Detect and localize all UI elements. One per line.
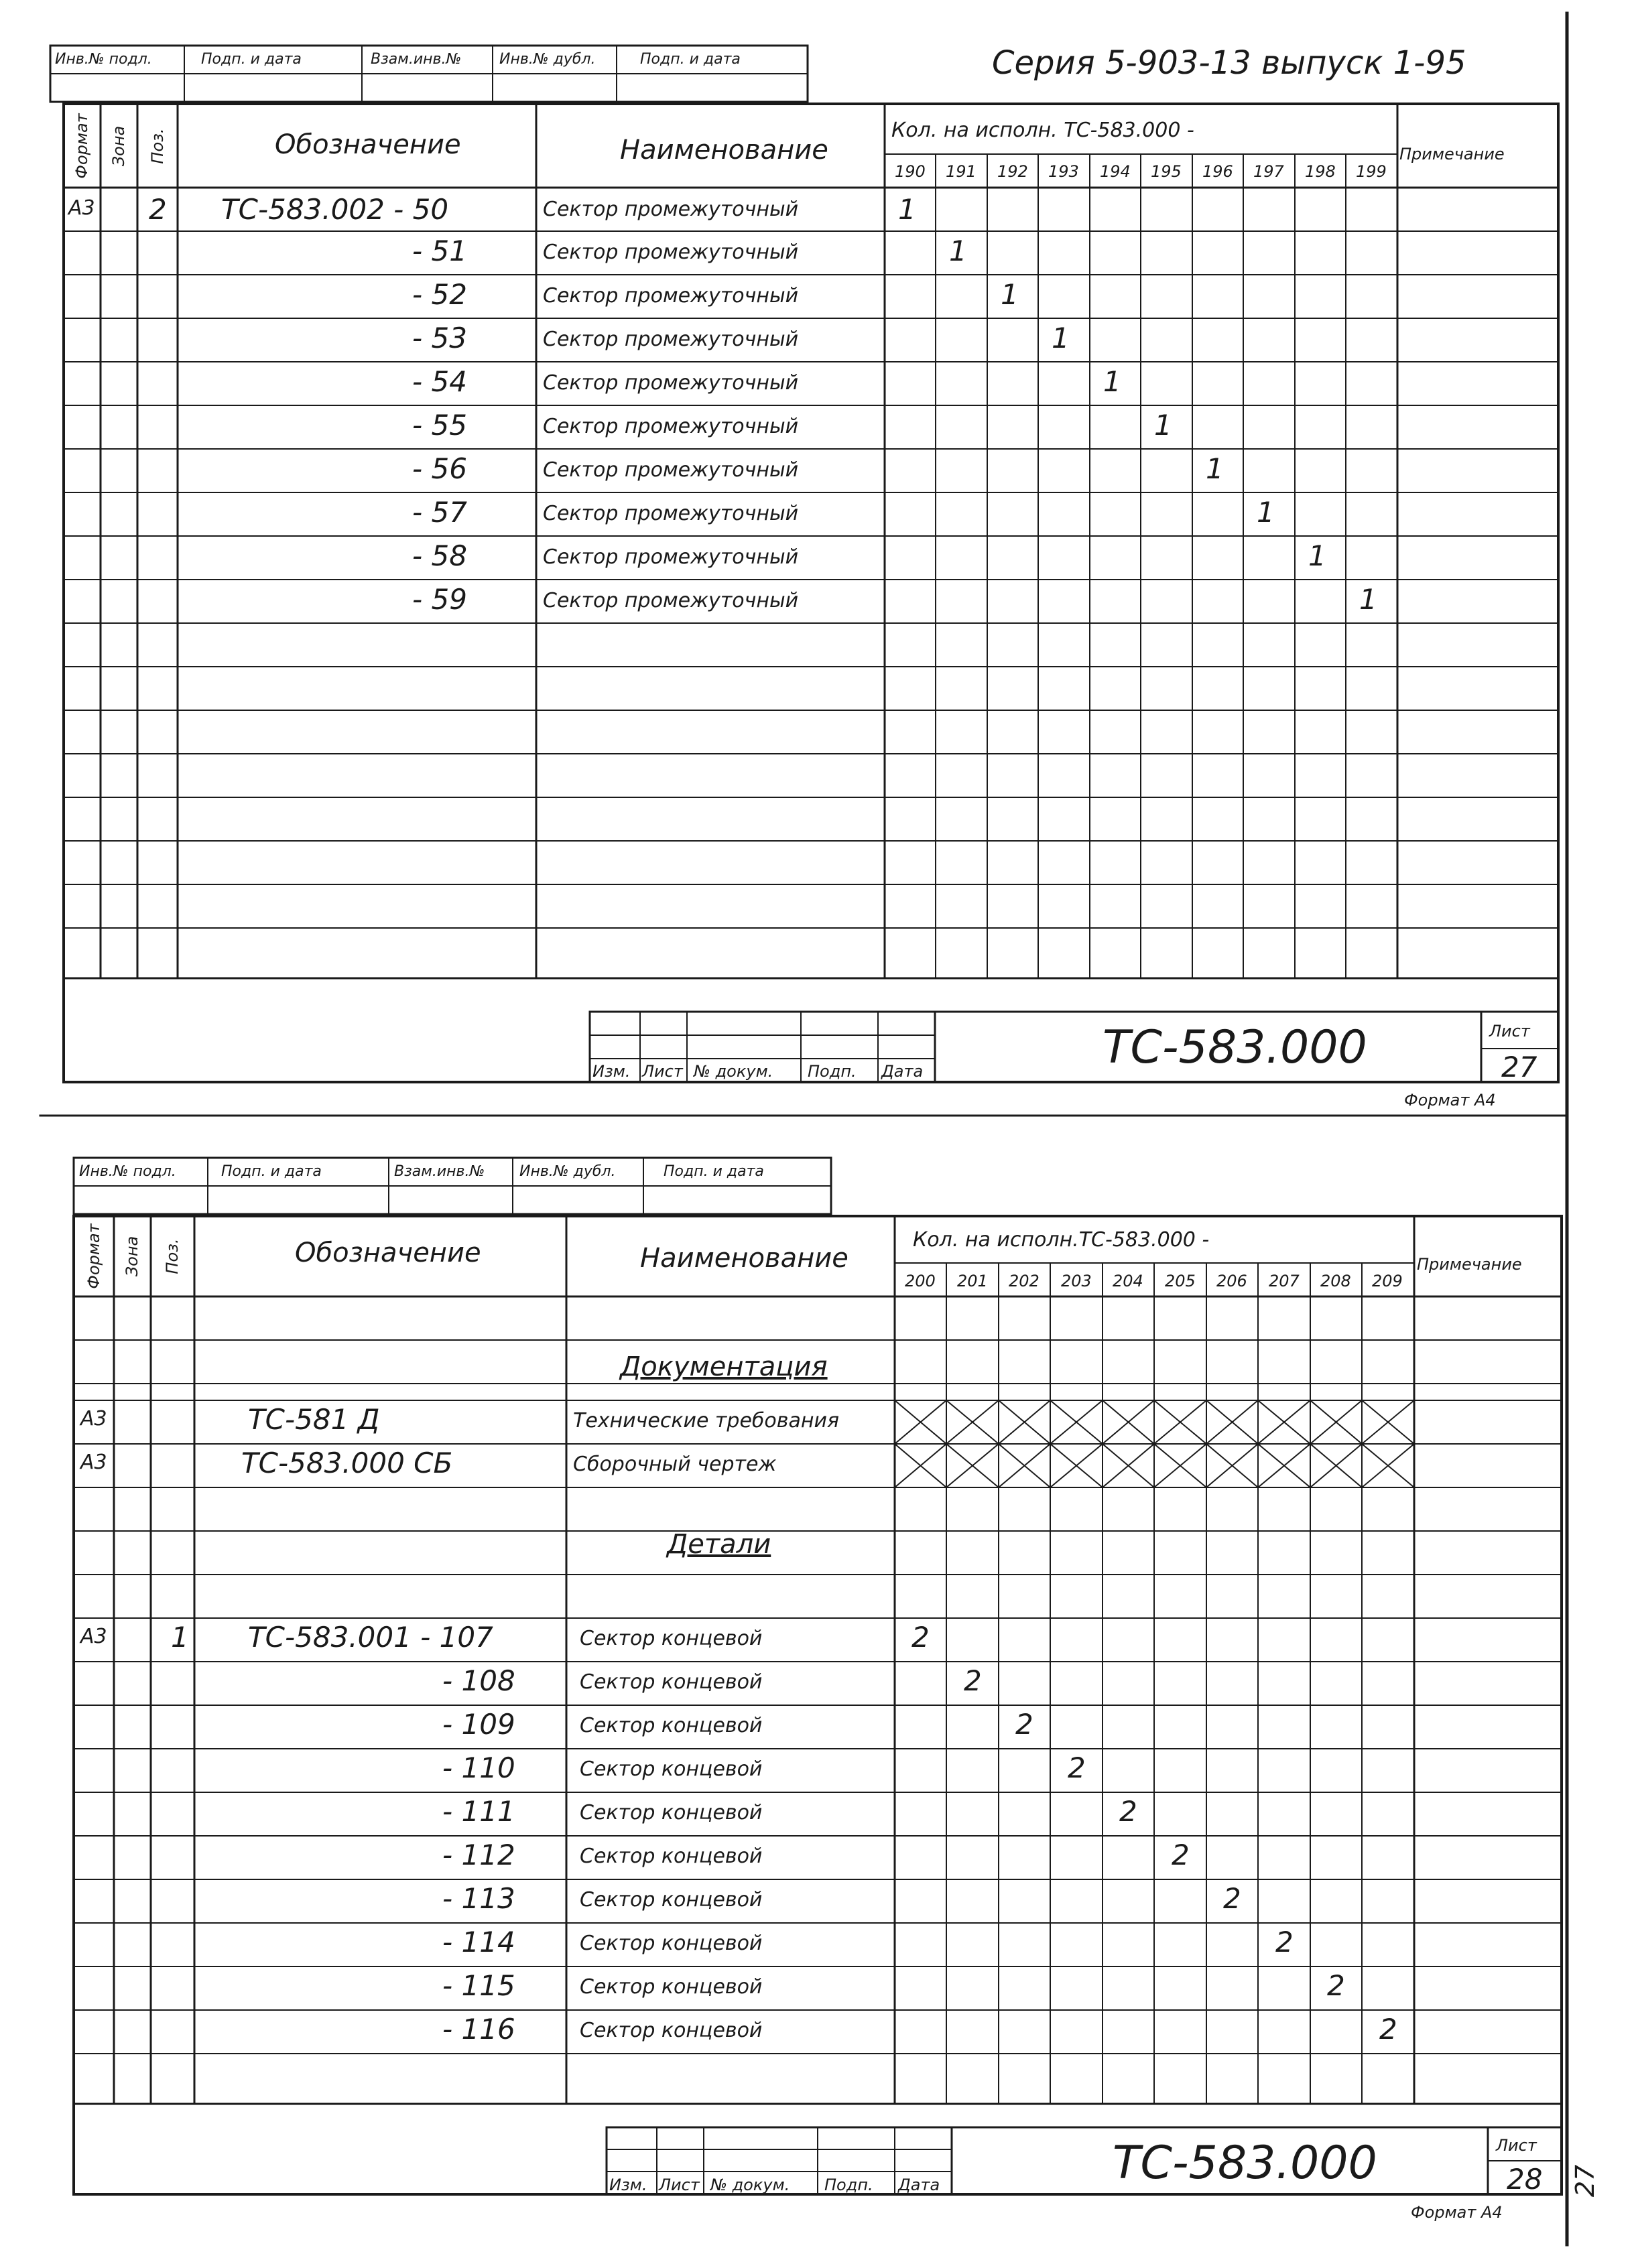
table-row-name: Сектор концевой [580,1975,763,1999]
doc-row-format: А3 [80,1451,107,1474]
table-row-qty: 1 [1359,583,1377,616]
tb-change-label: Изм. [609,2176,647,2194]
table-row-name: Сектор промежуточный [543,241,799,264]
stamp-signature-date-2: Подп. и дата [664,1163,764,1180]
table-row-qty: 1 [898,193,916,226]
header-qty: Кол. на исполн. ТС-583.000 - [891,119,1194,142]
table-row-designation: - 111 [442,1795,515,1828]
table-row-qty: 1 [1308,539,1326,572]
table-row-qty: 2 [911,1621,930,1654]
variant-200: 200 [905,1272,936,1290]
stamp-inv-duplicate: Инв.№ дубл. [519,1163,616,1180]
stamp-replacement-inv: Взам.инв.№ [371,51,462,68]
table-row-name: Сектор концевой [580,2019,763,2042]
table-row-designation: - 112 [442,1839,515,1871]
table-row-name: Сектор концевой [580,1845,763,1868]
tb-sheet-label: Лист [1489,1022,1530,1041]
format-label: Формат А4 [1411,2203,1503,2222]
table-row-qty: 2 [1379,2013,1397,2046]
header-position: Поз. [148,128,167,164]
tb-date-label: Дата [881,1062,924,1081]
stamp-signature-date: Подп. и дата [221,1163,322,1180]
table-row-qty: 2 [1275,1926,1294,1958]
table-row-qty: 2 [964,1664,982,1697]
variant-209: 209 [1372,1272,1403,1290]
stamp-inv-original: Инв.№ подл. [79,1163,176,1180]
tb-date-label: Дата [898,2176,940,2194]
table-row-name: Сектор промежуточный [543,328,799,351]
variant-195: 195 [1151,162,1182,181]
table-row-designation: - 108 [442,1664,515,1697]
format-label: Формат А4 [1404,1091,1496,1110]
tb-sheet-label: Лист [1496,2136,1537,2155]
header-position: Поз. [163,1238,182,1274]
header-designation: Обозначение [275,129,461,160]
tb-doc-no-label: № докум. [710,2176,790,2194]
table-row-qty: 1 [1154,409,1172,442]
header-note: Примечание [1417,1255,1522,1274]
table-row-format: А3 [68,196,95,220]
variant-191: 191 [946,162,977,181]
tb-sheet-label-small: Лист [642,1062,683,1081]
margin-page-number: 27 [1570,2164,1600,2198]
header-zone: Зона [123,1236,141,1277]
header-name: Наименование [620,135,828,165]
header-qty: Кол. на исполн.ТС-583.000 - [913,1228,1210,1252]
table-row-name: Сектор промежуточный [543,371,799,395]
table-row-qty: 2 [1327,1969,1345,2002]
variant-204: 204 [1113,1272,1143,1290]
sheet-number: 27 [1501,1051,1537,1083]
stamp-inv-duplicate: Инв.№ дубл. [499,51,596,68]
variant-205: 205 [1165,1272,1196,1290]
variant-190: 190 [895,162,926,181]
table-row-position: 1 [171,1621,189,1654]
table-row-qty: 1 [949,235,967,267]
table-row-qty: 2 [1068,1751,1086,1784]
table-row-name: Сектор концевой [580,1627,763,1650]
document-code: ТС-583.000 [1113,2137,1377,2190]
table-row-designation: - 55 [412,409,467,442]
table-row-name: Сектор концевой [580,1670,763,1694]
table-row-qty: 2 [1223,1882,1241,1915]
table-row-designation: - 113 [442,1882,515,1915]
doc-row-name: Технические требования [573,1409,839,1432]
table-row-name: Сектор концевой [580,1932,763,1955]
variant-193: 193 [1048,162,1079,181]
table-row-name: Сектор концевой [580,1801,763,1824]
sheet2-frame [74,1158,1562,2194]
table-row-designation: - 53 [412,322,467,354]
table-row-qty: 1 [1001,278,1019,311]
table-row-format: А3 [80,1625,107,1648]
stamp-inv-original: Инв.№ подл. [55,51,152,68]
table-row-qty: 1 [1257,496,1275,529]
header-note: Примечание [1399,145,1505,163]
table-row-qty: 2 [1172,1839,1190,1871]
table-row-name: Сектор концевой [580,1888,763,1912]
tb-signature-label: Подп. [824,2176,873,2194]
table-row-name: Сектор концевой [580,1714,763,1737]
variant-199: 199 [1356,162,1387,181]
table-row-name: Сектор промежуточный [543,284,799,308]
table-row-designation: - 54 [412,365,467,398]
table-row-name: Сектор промежуточный [543,415,799,438]
header-name: Наименование [640,1243,848,1274]
table-row-designation: - 109 [442,1708,515,1741]
tb-change-label: Изм. [592,1062,631,1081]
tb-sheet-label-small: Лист [659,2176,700,2194]
variant-206: 206 [1216,1272,1247,1290]
table-row-designation: - 59 [412,583,467,616]
header-zone: Зона [109,125,128,167]
table-row-designation: - 110 [442,1751,515,1784]
table-row-name: Сектор промежуточный [543,458,799,482]
document-code: ТС-583.000 [1103,1021,1367,1074]
table-row-name: Сектор промежуточный [543,502,799,525]
header-designation: Обозначение [295,1238,481,1268]
table-row-name: Сектор концевой [580,1757,763,1781]
variant-201: 201 [957,1272,988,1290]
table-row-name: Сектор промежуточный [543,198,799,221]
header-format: Формат [84,1223,103,1289]
table-row-designation: - 58 [412,539,467,572]
table-row-designation: - 116 [442,2013,515,2046]
table-row-designation: - 115 [442,1969,515,2002]
tb-signature-label: Подп. [808,1062,857,1081]
table-row-qty: 1 [1103,365,1121,398]
header-format: Формат [72,113,91,179]
table-row-designation: - 51 [412,235,467,267]
variant-197: 197 [1253,162,1284,181]
variant-194: 194 [1100,162,1131,181]
series-title: Серия 5-903-13 выпуск 1-95 [992,44,1466,82]
table-row-designation: - 57 [412,496,467,529]
variant-203: 203 [1061,1272,1092,1290]
tb-doc-no-label: № докум. [694,1062,773,1081]
table-row-qty: 2 [1015,1708,1033,1741]
table-row-designation: - 52 [412,278,467,311]
doc-row-format: А3 [80,1407,107,1430]
stamp-signature-date-2: Подп. и дата [640,51,741,68]
variant-208: 208 [1320,1272,1351,1290]
doc-row-name: Сборочный чертеж [573,1453,777,1476]
stamp-replacement-inv: Взам.инв.№ [394,1163,485,1180]
sheet-number: 28 [1507,2163,1543,2196]
section-documentation: Документация [620,1351,828,1382]
doc-row-designation: ТС-583.000 СБ [241,1447,453,1479]
variant-207: 207 [1269,1272,1300,1290]
table-row-designation: - 56 [412,452,467,485]
table-row-position: 2 [149,193,167,226]
table-row-designation: - 114 [442,1926,515,1958]
stamp-signature-date: Подп. и дата [201,51,302,68]
variant-198: 198 [1305,162,1336,181]
table-row-name: Сектор промежуточный [543,589,799,612]
doc-row-designation: ТС-581 Д [248,1403,380,1436]
table-row-qty: 1 [1052,322,1070,354]
variant-202: 202 [1009,1272,1040,1290]
table-row-designation: ТС-583.002 - 50 [221,193,449,226]
table-row-qty: 1 [1206,452,1224,485]
table-row-qty: 2 [1119,1795,1137,1828]
variant-192: 192 [997,162,1028,181]
table-row-name: Сектор промежуточный [543,545,799,569]
section-parts: Детали [667,1529,771,1560]
table-row-designation: ТС-583.001 - 107 [248,1621,493,1654]
variant-196: 196 [1202,162,1233,181]
